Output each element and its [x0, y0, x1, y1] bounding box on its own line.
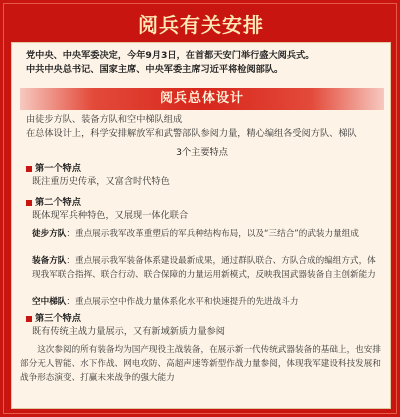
section-banner: 阅兵总体设计	[20, 88, 384, 110]
overall-design	[26, 113, 382, 141]
feature-1-heading: 第一个特点	[26, 162, 81, 175]
content-panel	[11, 42, 391, 409]
page-title: 阅兵有关安排	[138, 13, 264, 37]
intro-text	[26, 49, 382, 77]
detail-equipment: 装备方队：重点展示我军装备体系建设最新成果，通过群队联合、方队合成的编组方式，体现我军联合指挥、联合行动、联合保障的力量运用新模式，反映我国武器装备自主创新能力	[32, 256, 376, 280]
intro-line: 中共中央总书记、国家主席、中央军委主席习近平将检阅部队。	[26, 64, 284, 75]
square-bullet-icon	[26, 200, 32, 206]
feature-3-desc: 既有传统主战力量展示，又有新域新质力量参阅	[32, 326, 225, 337]
overall-line: 由徒步方队、装备方队和空中梯队组成	[26, 114, 183, 125]
detail-foot-troops: 徒步方队：重点展示我军改革重塑后的军兵种结构布局，以及“三结合”的武装力量组成	[32, 229, 359, 239]
closing-paragraph: 这次参阅的所有装备均为国产现役主战装备，在展示新一代传统武器装备的基础上，也安排部分无人智能、水下作战、网电攻防、高超声速等新型作战力量参阅，体现我军建设科技发展和战争形态演变、打赢未来战争的强大能力	[20, 345, 381, 383]
overall-line: 在总体设计上，科学安排解放军和武警部队参阅力量，精心编组各受阅方队、梯队	[26, 128, 357, 139]
square-bullet-icon	[26, 316, 32, 322]
square-bullet-icon	[26, 166, 32, 172]
feature-3-heading: 第三个特点	[26, 312, 81, 325]
detail-air-echelon: 空中梯队：重点展示空中作战力量体系化水平和快速提升的先进战斗力	[32, 297, 299, 307]
feature-1-desc: 既注重历史传承，又富含时代特色	[32, 176, 170, 187]
intro-line: 党中央、中央军委决定，今年9月3日，在首都天安门举行盛大阅兵式。	[26, 50, 315, 61]
info-card	[3, 3, 397, 414]
features-count: 3个主要特点	[176, 147, 228, 158]
feature-2-desc: 既体现军兵种特色，又展现一体化联合	[32, 210, 189, 221]
feature-2-heading: 第二个特点	[26, 196, 81, 209]
